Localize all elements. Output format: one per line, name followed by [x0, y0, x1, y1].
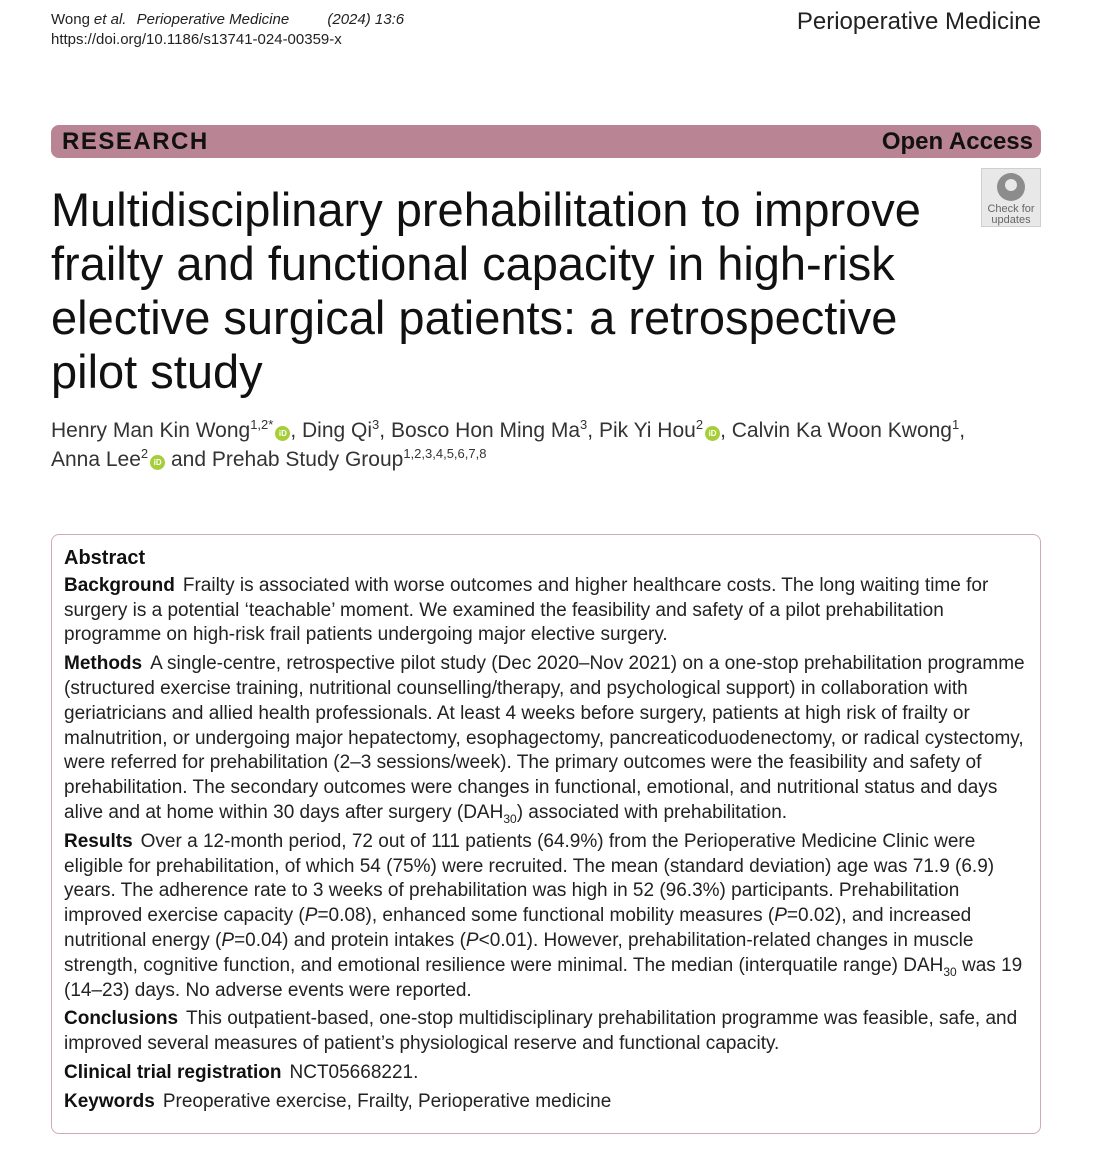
author-separator: ,: [587, 419, 599, 442]
article-type-label: RESEARCH: [62, 127, 209, 155]
article-title: Multidisciplinary prehabilitation to improve frailty and functional capacity in high-risk elective surgical patients: a retrospective pilot study: [51, 183, 921, 398]
author-affiliation: 1: [951, 417, 960, 432]
article-type-banner: [51, 125, 1041, 158]
p-value-symbol: P: [465, 929, 479, 951]
trial-label: Clinical trial registration: [64, 1061, 282, 1083]
author-separator: ,: [720, 419, 732, 442]
results-text-2: =0.08), enhanced some functional mobility measures (: [317, 905, 775, 927]
bookmark-icon: [997, 173, 1025, 201]
author-separator: ,: [290, 419, 303, 442]
methods-text-end: ) associated with prehabilitation.: [516, 801, 788, 823]
header-author: Wong: [51, 11, 90, 28]
results-subscript: 30: [943, 964, 957, 979]
background-label: Background: [64, 574, 175, 596]
author-name[interactable]: Prehab Study Group: [211, 448, 404, 471]
author-affiliation: 3: [372, 417, 380, 432]
results-text-3: =0.02), and increased nutritional energy (: [64, 905, 972, 951]
open-access-label: Open Access: [881, 127, 1033, 155]
keywords-section: [64, 1090, 1028, 1115]
methods-label: Methods: [64, 653, 143, 675]
keywords-text: Preoperative exercise, Frailty, Perioperative medicine: [162, 1090, 612, 1112]
trial-registration-section: [64, 1061, 1028, 1086]
conclusions-text: This outpatient-based, one-stop multidisciplinary prehabilitation programme was feasible, safe, and improved several measures of patient’s physiological reserve and functional capacity.: [64, 1008, 1018, 1055]
header-citation: (2024) 13:6: [327, 11, 405, 28]
author-name[interactable]: Anna Lee: [51, 448, 141, 471]
author-name[interactable]: Bosco Hon Ming Ma: [390, 419, 581, 442]
abstract-heading: Abstract: [64, 547, 146, 569]
author-separator: ,: [959, 419, 966, 442]
methods-text: A single-centre, retrospective pilot study (Dec 2020–Nov 2021) on a one-stop prehabilitation programme (structured exercise training, nutritional counselling/therapy, and psychological support) in collaboration with geriatricians and allied health professionals. At least 4 weeks before surgery, patients at high risk of frailty or malnutrition, or undergoing major hepatectomy, esophagectomy, pancreaticoduodenectomy, or radical cystectomy, were referred for prehabilitation (2–3 sessions/week). The primary outcomes were the feasibility and safety of prehabilitation. The secondary outcomes were changes in functional, emotional, and nutritional status and days alive and at home within 30 days after surgery (DAH: [64, 653, 1025, 823]
orcid-icon[interactable]: iD: [150, 455, 165, 470]
author-list: [51, 416, 1011, 474]
results-label: Results: [64, 830, 133, 852]
author-separator: ,: [379, 419, 391, 442]
author-name[interactable]: Pik Yi Hou: [598, 419, 696, 442]
trial-id[interactable]: NCT05668221.: [289, 1061, 419, 1083]
author-affiliation: 1,2*: [250, 417, 274, 432]
author-affiliation: 1,2,3,4,5,6,7,8: [403, 446, 487, 461]
background-section: [64, 574, 1028, 648]
check-for-updates-button[interactable]: [981, 168, 1041, 227]
results-text-1: Over a 12-month period, 72 out of 111 patients (64.9%) from the Perioperative Medicine Clinic were eligible for prehabilitation, of which 54 (75%) were recruited. The mean (standard deviation) age was 71.9 (6.9) years. The adherence rate to 3 weeks of prehabilitation was high in 52 (96.3%) participants. Prehabilitation improved exercise capacity (: [64, 830, 995, 927]
methods-section: [64, 652, 1028, 826]
author-name[interactable]: Henry Man Kin Wong: [51, 419, 251, 442]
running-header: [51, 10, 410, 50]
orcid-icon[interactable]: iD: [705, 426, 720, 441]
methods-subscript: 30: [503, 811, 517, 826]
author-affiliation: 3: [580, 417, 588, 432]
doi-link[interactable]: https://doi.org/10.1186/s13741-024-00359-x: [51, 31, 342, 48]
keywords-label: Keywords: [64, 1090, 155, 1112]
author-affiliation: 2: [140, 446, 149, 461]
results-section: [64, 830, 1028, 1004]
p-value-symbol: P: [221, 929, 235, 951]
journal-name: Perioperative Medicine: [796, 8, 1041, 35]
results-text-4: =0.04) and protein intakes (: [234, 929, 466, 951]
conclusions-label: Conclusions: [64, 1008, 179, 1030]
author-name[interactable]: Calvin Ka Woon Kwong: [731, 419, 952, 442]
check-label-1: Check for: [987, 203, 1035, 215]
p-value-symbol: P: [304, 905, 318, 927]
header-etal: et al.: [93, 11, 127, 28]
results-text-5: <0.01). However, prehabilitation-related changes in muscle strength, cognitive function, and emotional resilience were minimal. The median (interquatile range) DAH: [64, 929, 974, 976]
author-name[interactable]: Ding Qi: [302, 419, 373, 442]
header-journal: Perioperative Medicine: [136, 11, 290, 28]
conclusions-section: [64, 1007, 1028, 1057]
results-text-end: was 19 (14–23) days. No adverse events were reported.: [64, 954, 1023, 1001]
p-value-symbol: P: [774, 905, 787, 927]
orcid-icon[interactable]: iD: [275, 426, 290, 441]
abstract-box: [51, 534, 1041, 1134]
author-separator: and: [165, 448, 212, 471]
author-affiliation: 2: [695, 417, 704, 432]
background-text: Frailty is associated with worse outcomes and higher healthcare costs. The long waiting time for surgery is a potential ‘teachable’ moment. We examined the feasibility and safety of a pilot prehabilitation programme on high-risk frail patients undergoing major elective surgery.: [64, 574, 989, 646]
check-label-2: updates: [991, 214, 1031, 226]
